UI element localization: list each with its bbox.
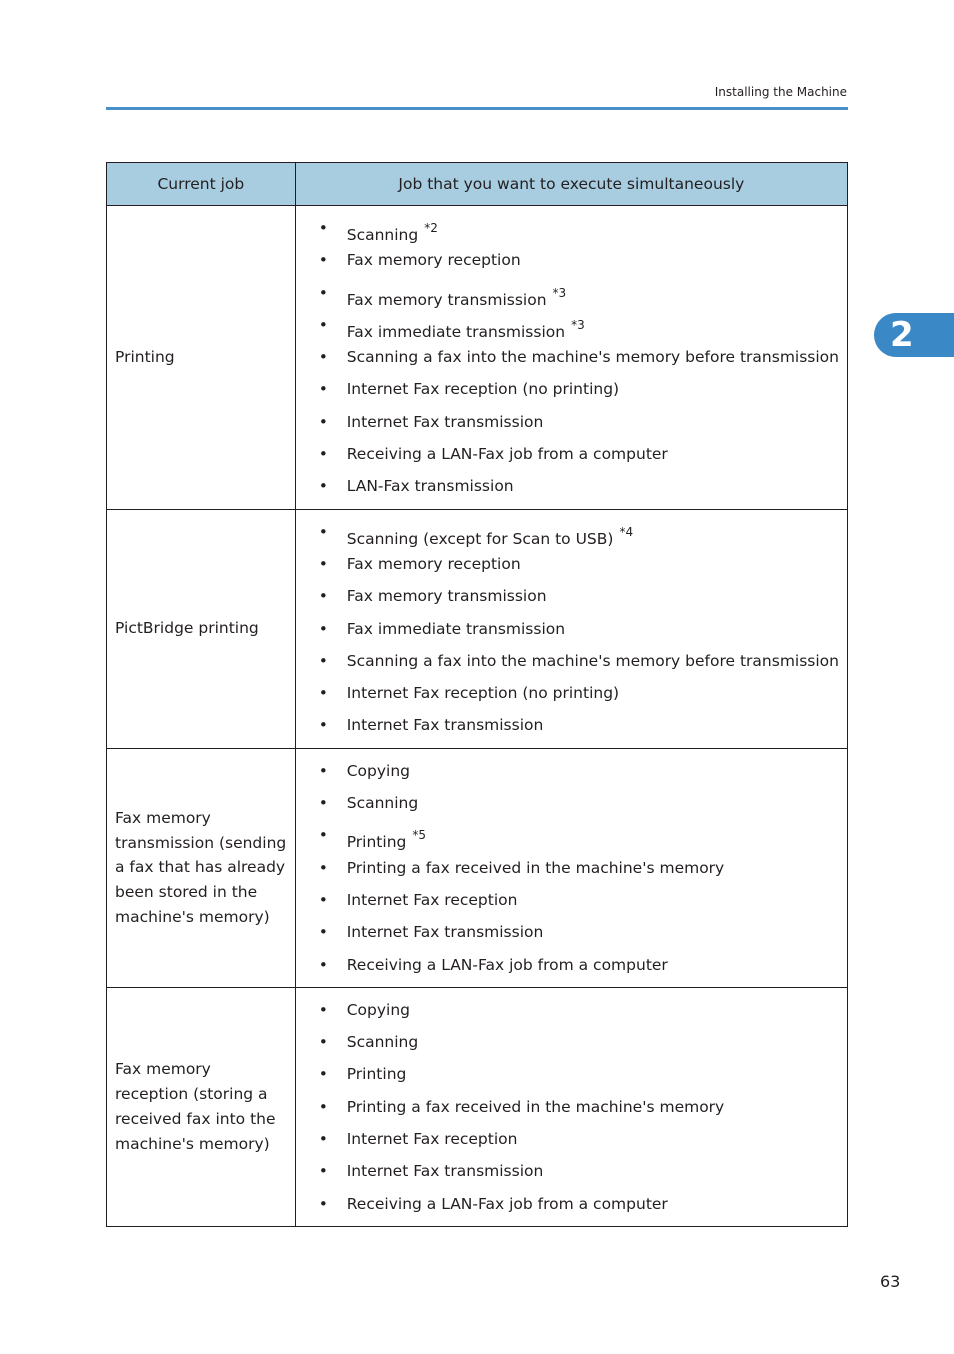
list-item-text: Printing — [346, 833, 407, 852]
table-header-row — [107, 163, 848, 206]
list-item — [319, 677, 839, 709]
list-item — [319, 645, 839, 677]
list-item — [319, 1058, 839, 1090]
list-item — [319, 755, 839, 787]
table-row — [107, 987, 848, 1226]
table-row — [107, 748, 848, 987]
list-item — [319, 613, 839, 645]
simultaneous-jobs-cell — [295, 987, 847, 1226]
list-item — [319, 438, 839, 470]
chapter-tab — [874, 313, 954, 357]
column-header-current-job: Current job — [107, 163, 296, 206]
job-list — [304, 988, 839, 1226]
list-item-text: Internet Fax reception (no printing) — [346, 684, 620, 703]
simultaneous-jobs-table — [106, 162, 848, 1227]
list-item — [319, 819, 839, 851]
list-item — [319, 916, 839, 948]
list-item-text: Internet Fax transmission — [346, 923, 544, 942]
list-item-text: Printing a fax received in the machine's memory — [346, 858, 725, 877]
list-item — [319, 787, 839, 819]
list-item — [319, 212, 839, 244]
list-item — [319, 949, 839, 981]
job-list — [304, 510, 839, 748]
page-number: 63 — [880, 1272, 901, 1291]
list-item — [319, 341, 839, 373]
list-item-text: Internet Fax reception (no printing) — [346, 380, 620, 399]
list-item-text: Fax memory transmission — [346, 290, 547, 309]
list-item-text: Printing a fax received in the machine's memory — [346, 1097, 725, 1116]
list-item-text: Scanning — [346, 794, 419, 813]
table-row — [107, 509, 848, 748]
running-header: Installing the Machine — [714, 85, 847, 99]
list-item — [319, 884, 839, 916]
list-item-text: Receiving a LAN-Fax job from a computer — [346, 1194, 668, 1213]
footnote-ref: *3 — [571, 317, 585, 332]
list-item — [319, 1123, 839, 1155]
list-item — [319, 406, 839, 438]
list-item-text: Scanning a fax into the machine's memory before transmission — [346, 348, 839, 367]
list-item — [319, 1155, 839, 1187]
list-item-text: Receiving a LAN-Fax job from a computer — [346, 445, 668, 464]
simultaneous-jobs-cell — [295, 748, 847, 987]
list-item — [319, 548, 839, 580]
list-item — [319, 373, 839, 405]
list-item-text: Scanning (except for Scan to USB) — [346, 529, 614, 548]
job-list — [304, 749, 839, 987]
column-header-simultaneous-job: Job that you want to execute simultaneously — [295, 163, 847, 206]
list-item-text: Fax memory transmission — [346, 587, 547, 606]
footnote-ref: *4 — [619, 524, 634, 539]
list-item-text: Internet Fax reception — [346, 890, 518, 909]
list-item — [319, 516, 839, 548]
list-item — [319, 1188, 839, 1220]
list-item — [319, 709, 839, 741]
list-item-text: Printing — [346, 1065, 407, 1084]
list-item — [319, 309, 839, 341]
list-item — [319, 1091, 839, 1123]
footnote-ref: *5 — [412, 828, 426, 843]
current-job-cell: PictBridge printing — [107, 509, 296, 748]
list-item-text: Internet Fax transmission — [346, 412, 544, 431]
table-row — [107, 206, 848, 510]
list-item-text: Internet Fax transmission — [346, 716, 544, 735]
current-job-cell: Fax memory transmission (sending a fax that has already been stored in the machine's memory) — [107, 748, 296, 987]
list-item-text: Receiving a LAN-Fax job from a computer — [346, 955, 668, 974]
list-item — [319, 244, 839, 276]
list-item — [319, 994, 839, 1026]
current-job-cell: Fax memory reception (storing a received fax into the machine's memory) — [107, 987, 296, 1226]
list-item-text: LAN-Fax transmission — [346, 477, 514, 496]
list-item-text: Fax immediate transmission — [346, 619, 566, 638]
list-item-text: Scanning a fax into the machine's memory before transmission — [346, 651, 839, 670]
simultaneous-jobs-cell — [295, 509, 847, 748]
list-item-text: Scanning — [346, 1033, 419, 1052]
chapter-number: 2 — [890, 315, 914, 355]
list-item — [319, 580, 839, 612]
list-item — [319, 277, 839, 309]
current-job-cell: Printing — [107, 206, 296, 510]
footnote-ref: *2 — [424, 221, 438, 235]
job-list — [304, 206, 839, 509]
footnote-ref: *3 — [552, 285, 567, 300]
header-rule — [106, 107, 848, 110]
simultaneous-jobs-cell — [295, 206, 847, 510]
list-item — [319, 852, 839, 884]
list-item-text: Fax memory reception — [346, 554, 521, 573]
list-item — [319, 1026, 839, 1058]
list-item-text: Copying — [346, 761, 411, 780]
list-item-text: Fax memory reception — [346, 251, 521, 270]
list-item-text: Internet Fax reception — [346, 1130, 518, 1149]
list-item-text: Fax immediate transmission — [346, 322, 566, 341]
list-item — [319, 470, 839, 502]
list-item-text: Internet Fax transmission — [346, 1162, 544, 1181]
list-item-text: Scanning — [346, 226, 419, 244]
list-item-text: Copying — [346, 1000, 411, 1019]
